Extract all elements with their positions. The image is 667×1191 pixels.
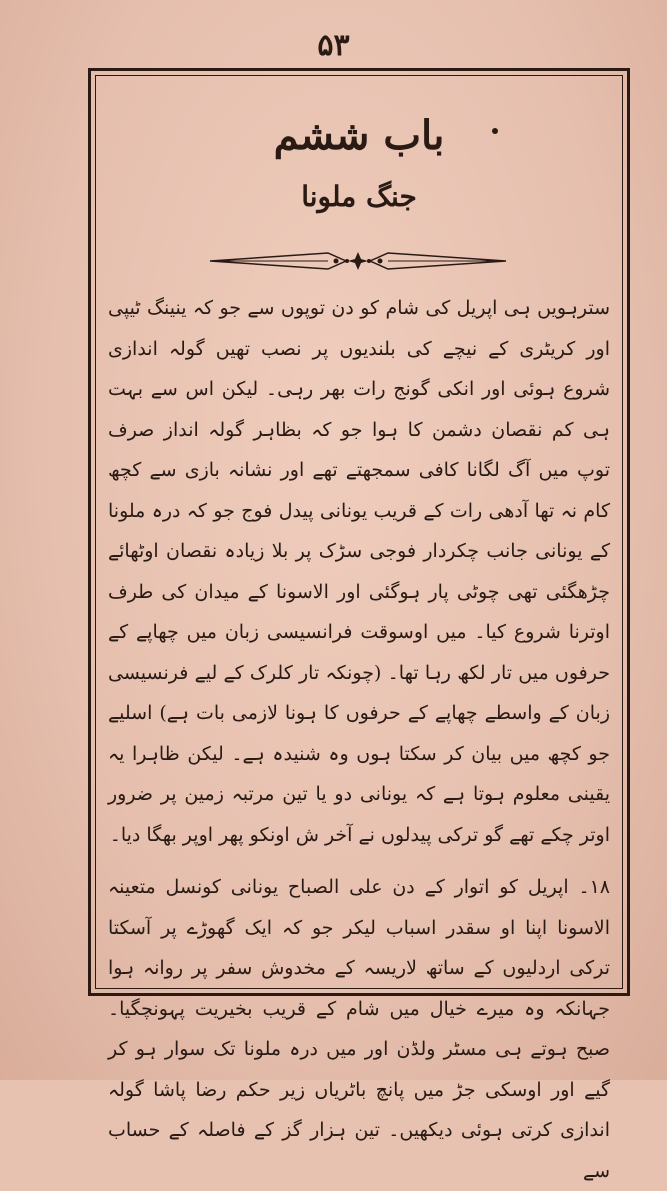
body-text — [108, 288, 610, 1191]
chapter-subtitle: جنگ ملونا — [301, 180, 417, 213]
paragraph: سترہویں ہی اپریل کی شام کو دن توپوں سے جو کہ ینینگ ٹیپی اور کریٹری کے نیچے کی بلندیوں پر نصب تھیں گولہ اندازی شروع ہوئی اور انکی گونج رات بھر رہی۔ لیکن اس سے بہت ہی کم نقصان دشمن کا ہوا جو کہ بظاہر گولہ انداز صرف توپ میں آگ لگانا کافی سمجھتے تھے اور نشانہ بازی سے کچھ کام نہ تھا آدھی رات کے قریب یونانی پیدل فوج جو کہ درہ ملونا کے یونانی جانب چکردار فوجی سڑک پر بلا زیادہ نقصان اوٹھائے چڑھگئی تھی چوٹی پار ہوگئی اور الاسونا کے میدان کی طرف اوترنا شروع کیا۔ میں اوسوقت فرانسیسی زبان میں چھاپے کے حرفوں میں تار لکھ رہا تھا۔ (چونکہ تار کلرک کے لیے فرنسیسی زبان کے واسطے چھاپے کے حرفوں کا ہونا لازمی بات ہے) اسلیے جو کچھ میں بیان کر سکتا ہوں وہ شنیدہ ہے۔ لیکن ظاہرا یہ یقینی معلوم ہوتا ہے کہ یونانی دو یا تین مرتبہ زمین پر ضرور اوتر چکے تھے گو ترکی پیدلوں نے آخر ش اونکو پھر اوپر بھگا دیا۔ — [108, 297, 610, 846]
paragraph: ۱۸۔ اپریل کو اتوار کے دن علی الصباح یونانی کونسل متعینہ الاسونا اپنا او سقدر اسباب لیکر جو کہ ایک گھوڑے پر آسکتا ترکی اردلیوں کے ساتھ لاریسہ کے مخدوش سفر پر روانہ ہوا جہانکہ وہ میرے خیال میں شام کے قریب بخیریت پہونچگیا۔ صبح ہوتے ہی مسٹر ولڈن اور میں درہ ملونا تک سوار ہو کر گیے اور اوسکی جڑ میں پانچ باٹریاں زیر حکم رضا پاشا گولہ اندازی کرتی ہوئی دیکھیں۔ تین ہزار گز کے فاصلہ کے حساب سے — [108, 876, 610, 1182]
page-number: ۵۳ — [317, 28, 350, 63]
chapter-title: باب ششم — [273, 112, 445, 159]
ornament-divider — [208, 248, 508, 274]
